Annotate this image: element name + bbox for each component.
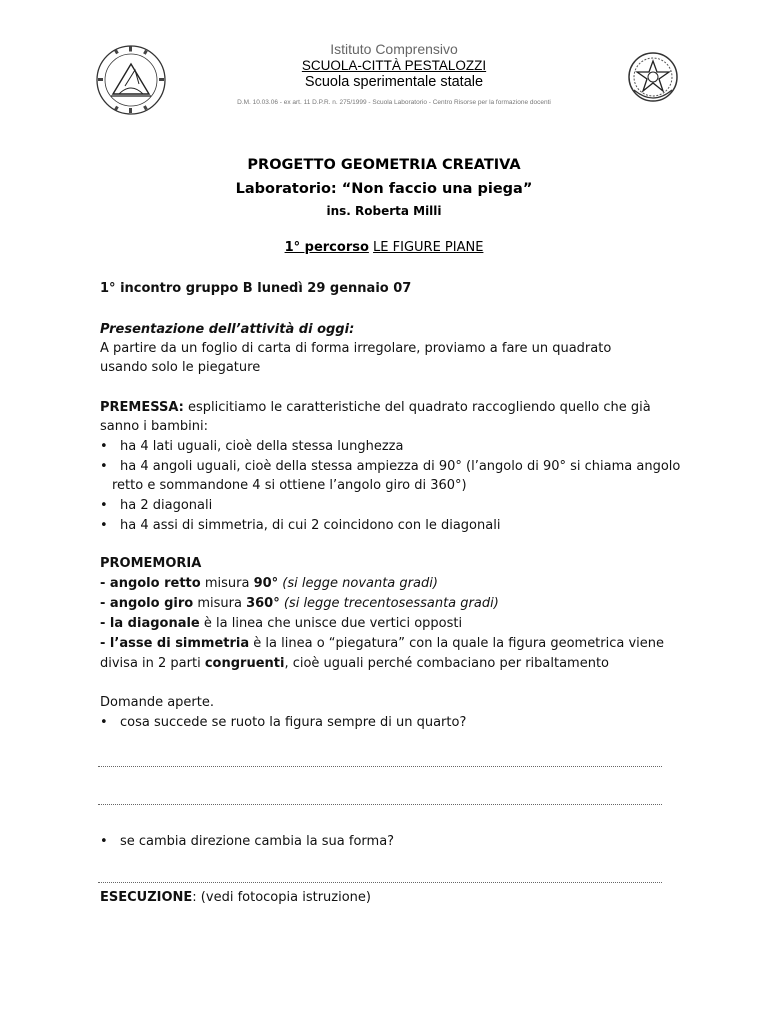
- question-2: se cambia direzione cambia la sua forma?: [120, 834, 395, 849]
- premessa-line-1: PREMESSA: esplicitiamo le caratteristiche del quadrato raccogliendo quello che già: [100, 400, 651, 415]
- promemoria-line-2: - angolo giro misura 360° (si legge trecentosessanta gradi): [100, 596, 499, 611]
- bullet-icon: •: [100, 715, 108, 730]
- meeting-line: 1° incontro gruppo B lunedì 29 gennaio 07: [100, 281, 412, 296]
- promemoria-line-1: - angolo retto misura 90° (si legge novanta gradi): [100, 576, 438, 591]
- bullet-icon: •: [100, 834, 108, 849]
- list-item: ha 4 angoli uguali, cioè della stessa ampiezza di 90° (l’angolo di 90° si chiama angolo: [120, 459, 681, 474]
- list-item: ha 2 diagonali: [120, 498, 213, 513]
- bullet-icon: •: [100, 518, 108, 533]
- promemoria-line-4: - l’asse di simmetria è la linea o “piegatura” con la quale la figura geometrica viene: [100, 636, 665, 651]
- premessa-line-2: sanno i bambini:: [100, 419, 209, 434]
- italian-republic-emblem: [626, 50, 680, 104]
- list-item: ha 4 assi di simmetria, di cui 2 coincidono con le diagonali: [120, 518, 501, 533]
- answer-line[interactable]: [98, 804, 662, 805]
- answer-line[interactable]: [98, 766, 662, 767]
- presentation-heading: Presentazione dell’attività di oggi:: [100, 322, 355, 337]
- presentation-line-1: A partire da un foglio di carta di forma irregolare, proviamo a fare un quadrato: [100, 341, 612, 356]
- bullet-icon: •: [100, 459, 108, 474]
- bullet-icon: •: [100, 498, 108, 513]
- list-item-continuation: retto e sommandone 4 si ottiene l’angolo giro di 360°): [112, 478, 467, 493]
- questions-heading: Domande aperte.: [100, 695, 215, 710]
- presentation-line-2: usando solo le piegature: [100, 360, 261, 375]
- promemoria-heading: PROMEMORIA: [100, 556, 202, 571]
- project-title: PROGETTO GEOMETRIA CREATIVA: [247, 157, 521, 173]
- school-seal-logo: [95, 44, 167, 116]
- school-type: Scuola sperimentale statale: [304, 74, 484, 90]
- path-title: 1° percorso LE FIGURE PIANE: [284, 240, 484, 255]
- decree-line: D.M. 10.03.06 - ex art. 11 D.P.R. n. 275/1999 - Scuola Laboratorio - Centro Risorse per la formazione docenti: [237, 99, 551, 106]
- school-name: Istituto Comprensivo: [330, 41, 458, 57]
- bullet-icon: •: [100, 439, 108, 454]
- answer-line[interactable]: [98, 882, 662, 883]
- promemoria-line-5: divisa in 2 parti congruenti, cioè uguali perché combaciano per ribaltamento: [100, 656, 610, 671]
- promemoria-line-3: - la diagonale è la linea che unisce due vertici opposti: [100, 616, 463, 631]
- esecuzione-line: ESECUZIONE: (vedi fotocopia istruzione): [100, 890, 371, 905]
- teacher-name: ins. Roberta Milli: [326, 204, 442, 218]
- question-1: cosa succede se ruoto la figura sempre di un quarto?: [120, 715, 467, 730]
- school-subname: SCUOLA-CITTÀ PESTALOZZI: [301, 58, 487, 73]
- list-item: ha 4 lati uguali, cioè della stessa lunghezza: [120, 439, 404, 454]
- lab-title: Laboratorio: “Non faccio una piega”: [235, 181, 533, 197]
